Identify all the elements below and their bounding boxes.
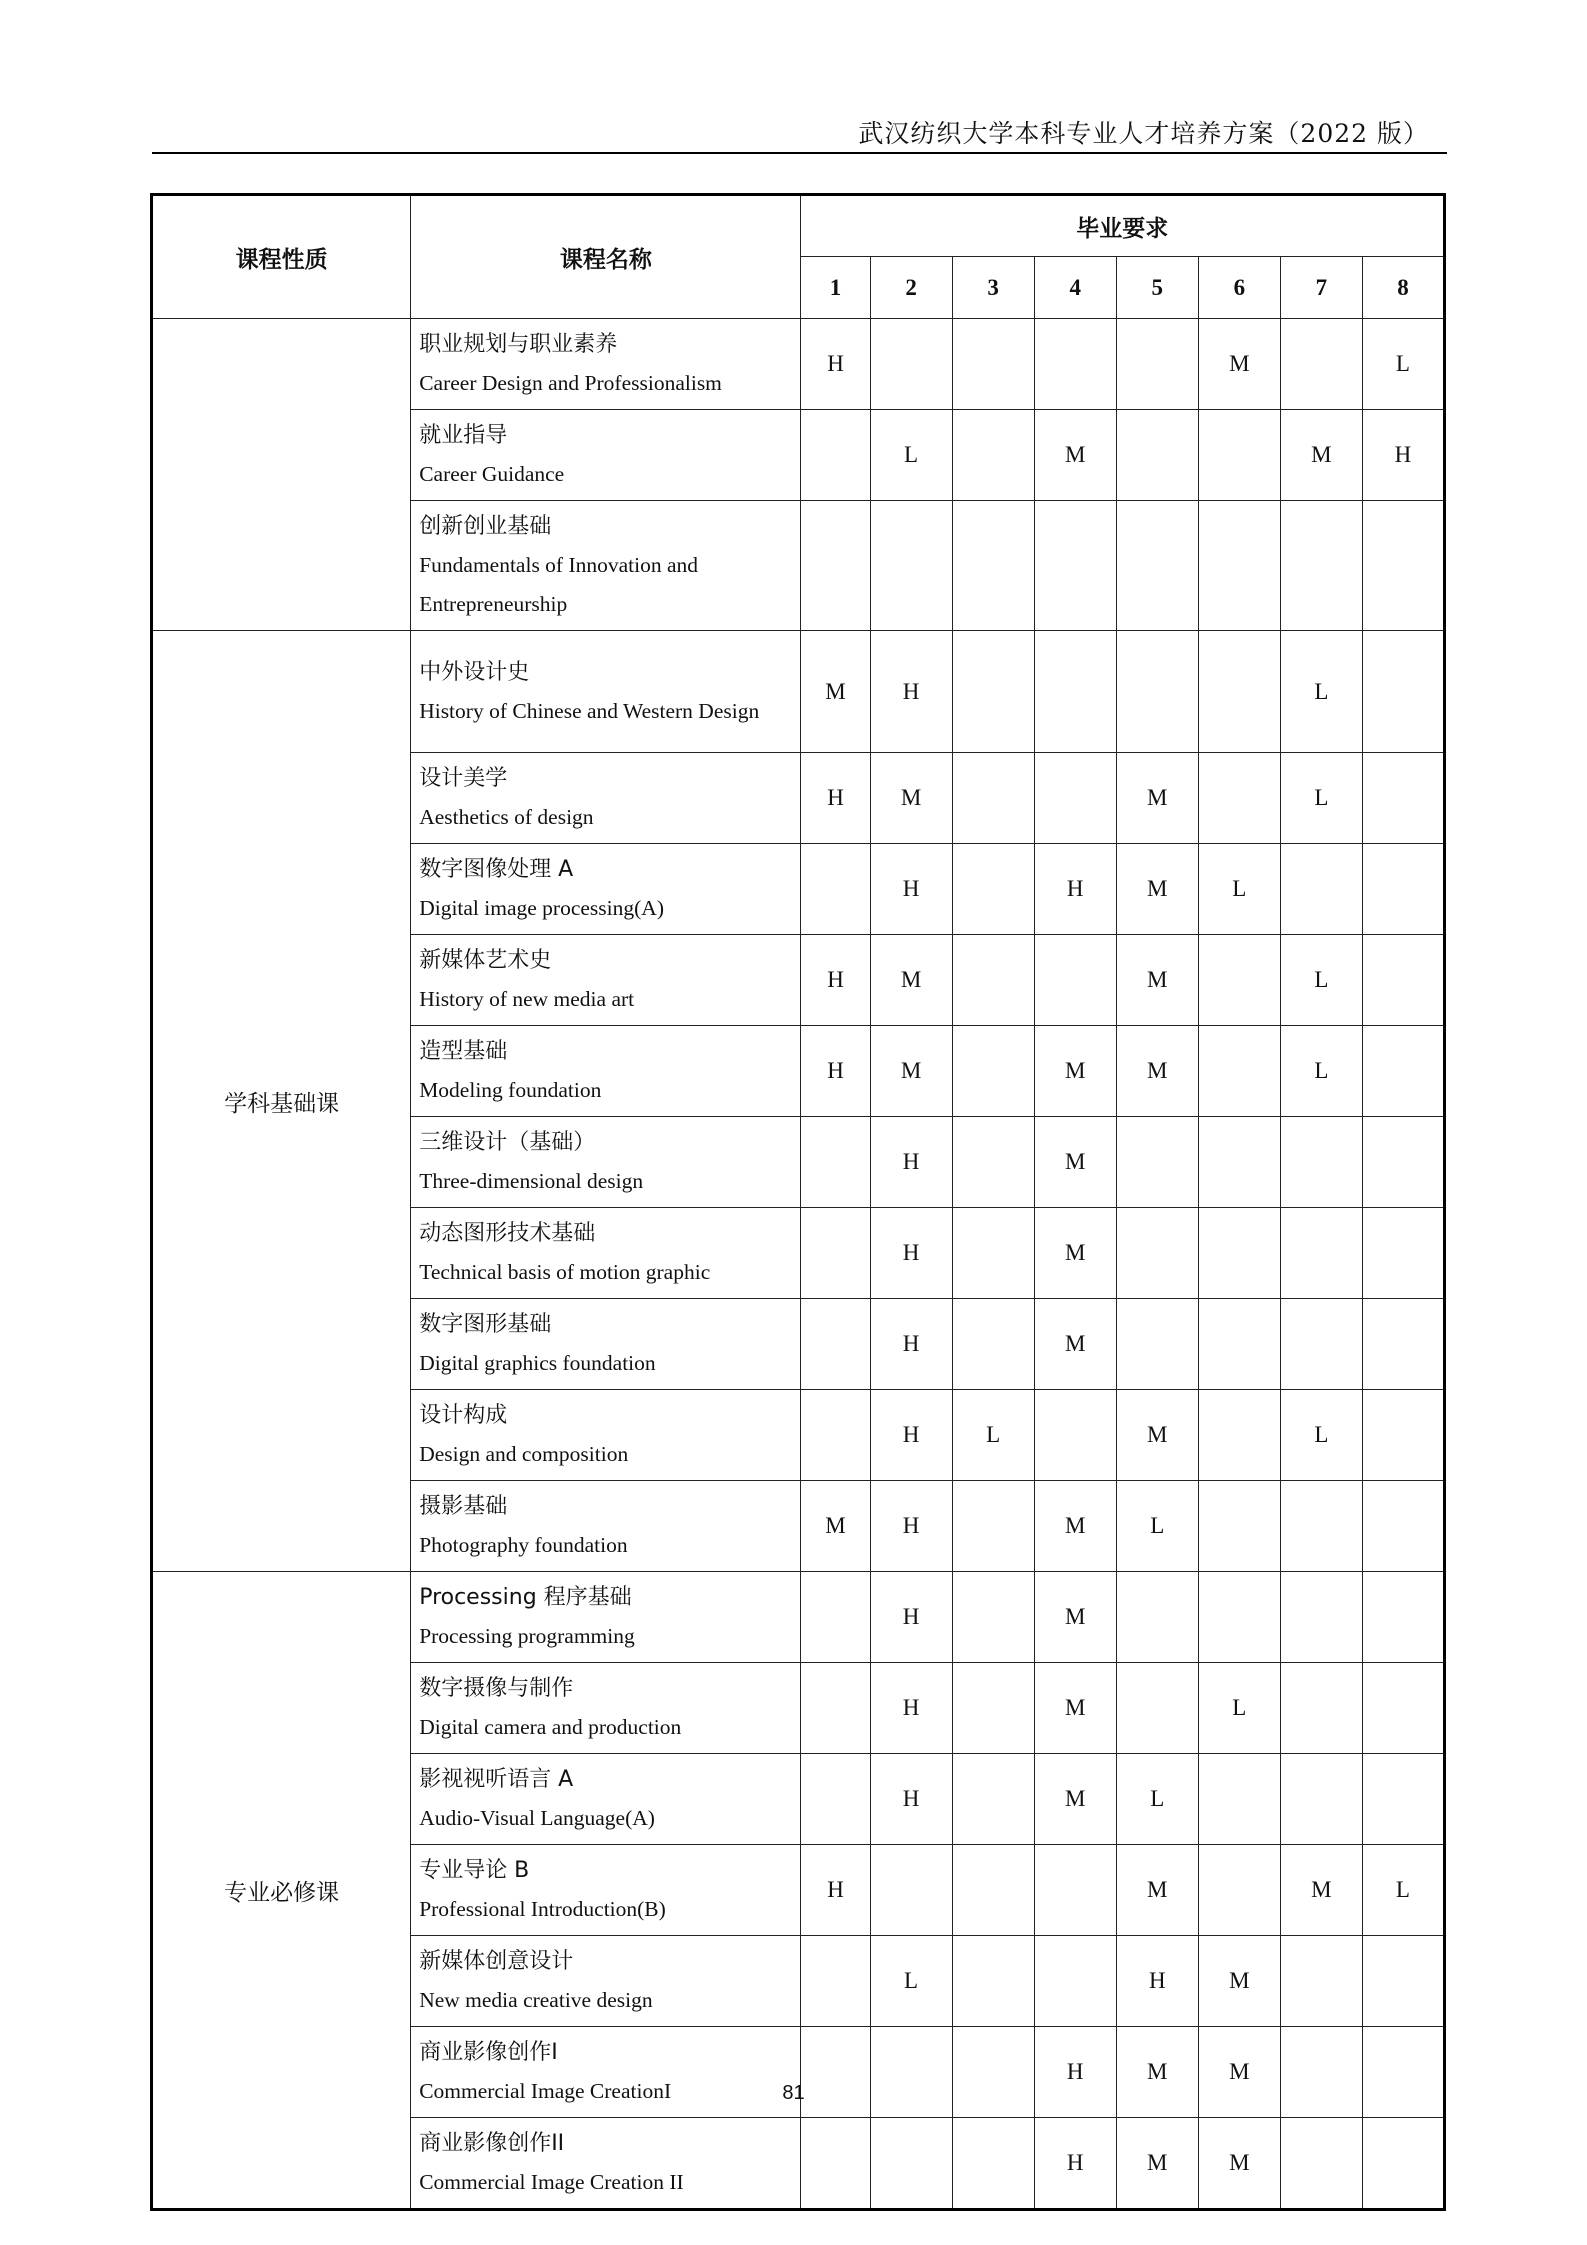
requirement-level-2: L (870, 1936, 952, 2027)
course-name-cn: 设计构成 (419, 1403, 508, 1428)
requirement-level-7 (1280, 1936, 1362, 2027)
requirement-level-5: M (1116, 753, 1198, 844)
course-name-cell (411, 1208, 801, 1299)
header-req-2: 2 (870, 257, 952, 319)
requirement-level-1: H (801, 753, 870, 844)
requirement-level-2: M (870, 753, 952, 844)
course-name-cn: 创新创业基础 (419, 514, 552, 539)
requirement-level-3 (952, 1208, 1034, 1299)
requirement-level-6 (1198, 753, 1280, 844)
course-name-en: Fundamentals of Innovation and Entrepreneurship (419, 553, 699, 616)
course-name-cn: Processing 程序基础 (419, 1585, 632, 1610)
requirement-level-6: L (1198, 844, 1280, 935)
table-row (152, 319, 1445, 410)
requirement-level-2: H (870, 1117, 952, 1208)
requirement-level-1 (801, 1663, 870, 1754)
requirement-level-7: L (1280, 631, 1362, 753)
requirement-level-8 (1362, 501, 1444, 631)
requirement-level-6 (1198, 631, 1280, 753)
requirement-level-4: M (1034, 1117, 1116, 1208)
requirement-level-4 (1034, 935, 1116, 1026)
requirement-level-7: M (1280, 1845, 1362, 1936)
requirement-level-5: L (1116, 1754, 1198, 1845)
header-course-category: 课程性质 (152, 195, 411, 319)
requirement-level-4: M (1034, 410, 1116, 501)
course-name-en: History of new media art (419, 987, 635, 1011)
course-name-cell (411, 2118, 801, 2210)
requirement-level-6: L (1198, 1663, 1280, 1754)
requirement-level-4: M (1034, 1026, 1116, 1117)
course-name-en: Career Design and Professionalism (419, 371, 722, 395)
course-name-en: Processing programming (419, 1624, 635, 1648)
requirement-level-7: L (1280, 1390, 1362, 1481)
requirement-level-8 (1362, 1572, 1444, 1663)
header-req-7: 7 (1280, 257, 1362, 319)
requirement-level-1 (801, 1117, 870, 1208)
graduation-requirements-matrix (150, 193, 1446, 2211)
requirement-level-5: M (1116, 935, 1198, 1026)
course-name-en: Career Guidance (419, 462, 565, 486)
course-name-en: Digital graphics foundation (419, 1351, 656, 1375)
requirement-level-8: L (1362, 1845, 1444, 1936)
requirement-level-1: H (801, 1845, 870, 1936)
requirement-level-6 (1198, 935, 1280, 1026)
course-name-en: Audio-Visual Language(A) (419, 1806, 655, 1830)
header-req-4: 4 (1034, 257, 1116, 319)
requirement-level-8 (1362, 844, 1444, 935)
requirement-level-7 (1280, 1754, 1362, 1845)
requirement-level-3 (952, 753, 1034, 844)
requirement-level-5 (1116, 501, 1198, 631)
requirement-level-5: M (1116, 2118, 1198, 2210)
course-name-en: Modeling foundation (419, 1078, 602, 1102)
requirement-level-3 (952, 410, 1034, 501)
requirement-level-3 (952, 2118, 1034, 2210)
header-graduation-requirements: 毕业要求 (801, 195, 1445, 257)
course-name-cell (411, 1663, 801, 1754)
requirement-level-6 (1198, 1845, 1280, 1936)
requirement-level-8 (1362, 1117, 1444, 1208)
requirement-level-4: M (1034, 1754, 1116, 1845)
requirement-level-8 (1362, 1663, 1444, 1754)
requirement-level-7 (1280, 319, 1362, 410)
requirement-level-2: H (870, 1299, 952, 1390)
requirement-level-6: M (1198, 2118, 1280, 2210)
requirement-level-5 (1116, 1663, 1198, 1754)
requirement-level-8 (1362, 631, 1444, 753)
requirement-level-8 (1362, 1026, 1444, 1117)
course-name-en: Design and composition (419, 1442, 629, 1466)
course-name-cn: 就业指导 (419, 423, 508, 448)
requirement-level-7: M (1280, 410, 1362, 501)
requirement-level-2: L (870, 410, 952, 501)
course-name-cell (411, 631, 801, 753)
header-req-1: 1 (801, 257, 870, 319)
requirement-level-5: L (1116, 1481, 1198, 1572)
requirement-level-4 (1034, 501, 1116, 631)
requirement-level-2 (870, 2118, 952, 2210)
course-name-cell (411, 501, 801, 631)
course-name-cell (411, 844, 801, 935)
requirement-level-4 (1034, 631, 1116, 753)
course-name-cn: 专业导论 B (419, 1858, 530, 1883)
requirement-level-5 (1116, 410, 1198, 501)
course-name-en: New media creative design (419, 1988, 653, 2012)
requirement-level-2 (870, 501, 952, 631)
requirement-level-6 (1198, 1481, 1280, 1572)
requirement-level-8: L (1362, 319, 1444, 410)
requirement-level-1: H (801, 935, 870, 1026)
course-name-cell (411, 1299, 801, 1390)
requirement-level-7 (1280, 1663, 1362, 1754)
requirement-level-4 (1034, 753, 1116, 844)
requirement-level-4 (1034, 1390, 1116, 1481)
requirement-level-4: H (1034, 2027, 1116, 2118)
requirement-level-4 (1034, 1936, 1116, 2027)
requirement-level-7 (1280, 1208, 1362, 1299)
requirement-level-6 (1198, 410, 1280, 501)
requirement-level-3 (952, 1299, 1034, 1390)
requirement-level-5 (1116, 1117, 1198, 1208)
requirement-level-6 (1198, 501, 1280, 631)
matrix-body (152, 319, 1445, 2210)
course-name-en: Photography foundation (419, 1533, 628, 1557)
requirement-level-6 (1198, 1754, 1280, 1845)
requirement-level-7: L (1280, 753, 1362, 844)
header-req-8: 8 (1362, 257, 1444, 319)
requirement-level-8: H (1362, 410, 1444, 501)
course-name-cell (411, 1026, 801, 1117)
requirement-level-2: H (870, 1208, 952, 1299)
requirement-level-6: M (1198, 2027, 1280, 2118)
requirement-level-4: M (1034, 1299, 1116, 1390)
course-category-cell: 专业必修课 (152, 1572, 411, 2210)
requirement-level-6 (1198, 1208, 1280, 1299)
requirement-level-6: M (1198, 1936, 1280, 2027)
requirement-level-5 (1116, 319, 1198, 410)
course-name-en: History of Chinese and Western Design (419, 698, 760, 723)
requirement-level-2: M (870, 1026, 952, 1117)
course-name-cell (411, 935, 801, 1026)
requirement-level-4: M (1034, 1481, 1116, 1572)
requirement-level-7 (1280, 501, 1362, 631)
requirement-level-2: H (870, 1663, 952, 1754)
requirement-level-4: M (1034, 1208, 1116, 1299)
requirement-level-2: H (870, 1390, 952, 1481)
header-course-name: 课程名称 (411, 195, 801, 319)
requirement-level-4 (1034, 1845, 1116, 1936)
requirement-level-2: H (870, 1481, 952, 1572)
course-name-en: Technical basis of motion graphic (419, 1260, 711, 1284)
course-name-cell (411, 1936, 801, 2027)
course-name-cell (411, 1572, 801, 1663)
requirement-level-8 (1362, 1754, 1444, 1845)
course-name-en: Commercial Image Creation II (419, 2170, 684, 2194)
requirement-level-5 (1116, 1208, 1198, 1299)
requirement-level-2 (870, 1845, 952, 1936)
course-name-cell (411, 753, 801, 844)
requirement-level-2: H (870, 844, 952, 935)
requirement-level-3 (952, 1663, 1034, 1754)
course-name-cn: 摄影基础 (419, 1494, 508, 1519)
table-row (152, 631, 1445, 753)
requirement-level-7: L (1280, 1026, 1362, 1117)
requirement-level-1 (801, 410, 870, 501)
requirement-level-3 (952, 319, 1034, 410)
course-name-en: Commercial Image CreationI (419, 2079, 672, 2103)
course-name-en: Three-dimensional design (419, 1169, 644, 1193)
requirement-level-5: H (1116, 1936, 1198, 2027)
requirement-level-3 (952, 1026, 1034, 1117)
course-name-cell (411, 319, 801, 410)
requirement-level-8 (1362, 1481, 1444, 1572)
requirement-level-1: M (801, 631, 870, 753)
requirement-level-3 (952, 1117, 1034, 1208)
requirement-level-2: H (870, 631, 952, 753)
document-title: 武汉纺织大学本科专业人才培养方案（2022 版） (858, 119, 1429, 148)
requirement-level-1 (801, 1572, 870, 1663)
requirement-level-7 (1280, 1481, 1362, 1572)
header-req-3: 3 (952, 257, 1034, 319)
course-name-cn: 设计美学 (419, 766, 508, 791)
requirement-level-4: H (1034, 844, 1116, 935)
header-req-5: 5 (1116, 257, 1198, 319)
requirement-level-8 (1362, 753, 1444, 844)
requirement-level-7 (1280, 1299, 1362, 1390)
requirement-level-2: M (870, 935, 952, 1026)
course-name-cell (411, 1845, 801, 1936)
requirement-level-1 (801, 1936, 870, 2027)
page-number: 81 (782, 2082, 805, 2104)
requirement-level-1 (801, 1754, 870, 1845)
course-name-cn: 商业影像创作II (419, 2131, 565, 2156)
course-name-cn: 动态图形技术基础 (419, 1221, 596, 1246)
requirement-level-7 (1280, 844, 1362, 935)
requirement-level-5 (1116, 1572, 1198, 1663)
requirement-level-1 (801, 1208, 870, 1299)
requirement-level-3 (952, 1845, 1034, 1936)
course-name-cn: 三维设计（基础） (419, 1130, 596, 1155)
requirement-level-5 (1116, 1299, 1198, 1390)
course-name-cn: 新媒体艺术史 (419, 948, 552, 973)
requirement-level-3: L (952, 1390, 1034, 1481)
course-name-cn: 数字图像处理 A (419, 857, 574, 882)
requirement-level-4: M (1034, 1663, 1116, 1754)
course-name-en: Aesthetics of design (419, 805, 594, 829)
requirement-level-3 (952, 935, 1034, 1026)
requirement-level-3 (952, 1572, 1034, 1663)
requirement-level-3 (952, 1936, 1034, 2027)
requirement-level-6: M (1198, 319, 1280, 410)
requirement-level-6 (1198, 1117, 1280, 1208)
course-name-cell (411, 1481, 801, 1572)
page-header (152, 108, 1447, 154)
requirement-level-5: M (1116, 2027, 1198, 2118)
requirement-level-8 (1362, 935, 1444, 1026)
requirement-level-6 (1198, 1572, 1280, 1663)
requirement-level-4 (1034, 319, 1116, 410)
requirement-level-1 (801, 844, 870, 935)
course-name-cn: 新媒体创意设计 (419, 1949, 574, 1974)
requirement-level-7: L (1280, 935, 1362, 1026)
requirement-level-5: M (1116, 1845, 1198, 1936)
requirement-level-6 (1198, 1390, 1280, 1481)
requirement-level-1 (801, 1299, 870, 1390)
requirement-level-1 (801, 2118, 870, 2210)
requirement-level-7 (1280, 1117, 1362, 1208)
course-name-en: Digital camera and production (419, 1715, 682, 1739)
requirement-level-3 (952, 1754, 1034, 1845)
table-row (152, 1572, 1445, 1663)
requirement-level-4: M (1034, 1572, 1116, 1663)
course-name-cn: 数字图形基础 (419, 1312, 552, 1337)
course-name-cn: 商业影像创作I (419, 2040, 558, 2065)
requirement-level-8 (1362, 2118, 1444, 2210)
course-name-cn: 造型基础 (419, 1039, 508, 1064)
requirement-level-5: M (1116, 1026, 1198, 1117)
requirement-level-2: H (870, 1754, 952, 1845)
course-name-en: Professional Introduction(B) (419, 1897, 666, 1921)
course-name-cell (411, 1754, 801, 1845)
course-name-cell (411, 1117, 801, 1208)
requirement-level-8 (1362, 1936, 1444, 2027)
requirement-level-6 (1198, 1299, 1280, 1390)
requirement-level-8 (1362, 1299, 1444, 1390)
requirement-level-6 (1198, 1026, 1280, 1117)
course-name-cn: 职业规划与职业素养 (419, 332, 618, 357)
course-name-en: Digital image processing(A) (419, 896, 664, 920)
requirement-level-3 (952, 631, 1034, 753)
requirement-level-4: H (1034, 2118, 1116, 2210)
course-name-cell (411, 1390, 801, 1481)
requirement-level-8 (1362, 1390, 1444, 1481)
requirement-level-7 (1280, 1572, 1362, 1663)
course-category-cell (152, 319, 411, 631)
requirement-level-1 (801, 1390, 870, 1481)
requirement-level-1 (801, 501, 870, 631)
course-category-cell: 学科基础课 (152, 631, 411, 1572)
requirement-level-8 (1362, 1208, 1444, 1299)
requirement-level-3 (952, 1481, 1034, 1572)
requirement-level-5 (1116, 631, 1198, 753)
course-name-cn: 影视视听语言 A (419, 1767, 574, 1792)
requirement-level-3 (952, 844, 1034, 935)
requirement-level-5: M (1116, 1390, 1198, 1481)
requirement-level-5: M (1116, 844, 1198, 935)
requirement-level-2: H (870, 1572, 952, 1663)
requirement-level-1: H (801, 319, 870, 410)
course-name-cn: 数字摄像与制作 (419, 1676, 574, 1701)
header-req-6: 6 (1198, 257, 1280, 319)
requirement-level-2 (870, 319, 952, 410)
requirement-level-1: M (801, 1481, 870, 1572)
requirement-level-7 (1280, 2118, 1362, 2210)
requirement-level-3 (952, 501, 1034, 631)
requirement-level-1: H (801, 1026, 870, 1117)
course-name-cn: 中外设计史 (419, 659, 530, 685)
course-name-cell (411, 410, 801, 501)
